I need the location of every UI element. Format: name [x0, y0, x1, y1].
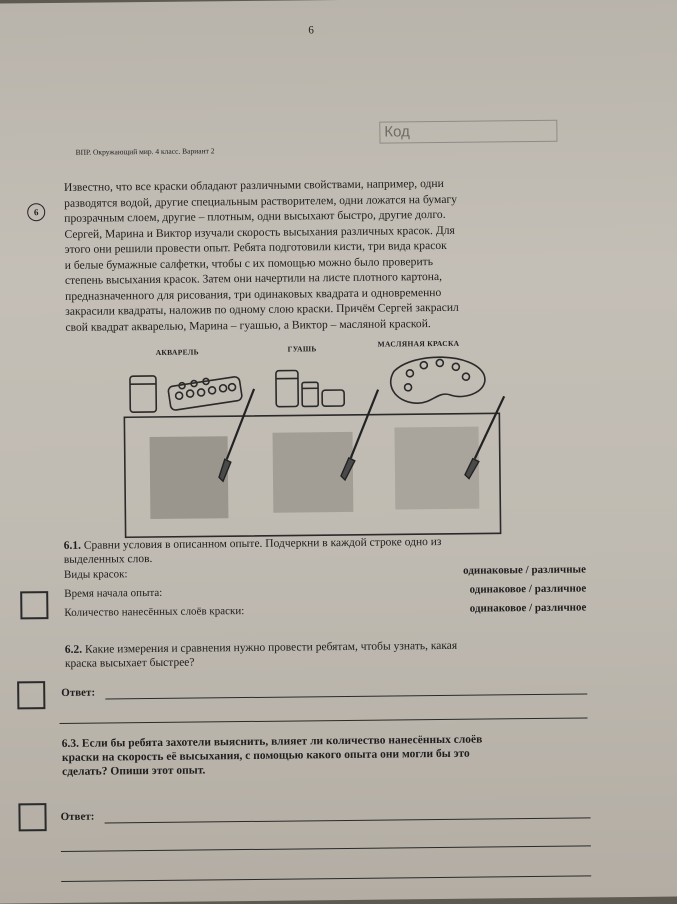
intro-text — [64, 175, 566, 335]
q62-number: 6.2. — [65, 644, 82, 656]
answer-box-6-1[interactable] — [20, 591, 48, 619]
intro-line: предназначенного для рисования, три одинаковых квадрата и одновременно — [65, 283, 565, 304]
row-options[interactable]: одинаковые / различные — [463, 563, 586, 576]
q61-text-2: выделенных слов. — [64, 547, 584, 566]
square-gouache — [273, 432, 354, 513]
intro-line: прозрачным слоем, другие – плотным, одни высыхают быстро, другие долго. — [64, 206, 564, 227]
water-jar-icon — [130, 376, 156, 412]
intro-line: свой квадрат акварелью, Марина – гуашью, а Виктор – масляной краской. — [65, 314, 565, 335]
q62-answer-label: Ответ: — [61, 687, 95, 699]
q61-text: Сравни условия в описанном опыте. Подчеркни в каждой строке одно из — [84, 536, 442, 552]
intro-line: и белые бумажные салфетки, чтобы с их помощью можно было проверить — [65, 252, 565, 273]
answer-box-6-3[interactable] — [18, 803, 46, 831]
q63-text: Если бы ребята захотели выяснить, влияет ли количество нанесённых слоёв — [82, 734, 483, 750]
answer-line[interactable] — [61, 845, 591, 852]
q63-number: 6.3. — [62, 738, 79, 750]
answer-line[interactable] — [60, 717, 588, 724]
square-oil — [394, 427, 479, 510]
kod-field[interactable]: Код — [379, 120, 557, 144]
row-label: Время начала опыта: — [64, 587, 162, 600]
table-row — [64, 601, 586, 625]
experiment-illustration — [114, 338, 516, 542]
question-number-badge: 6 — [27, 203, 45, 221]
q62-text-2: краска высыхает быстрее? — [65, 651, 585, 670]
question-6-2 — [65, 637, 585, 670]
answer-line[interactable] — [105, 693, 587, 699]
answer-box-6-2[interactable] — [17, 681, 45, 709]
label-watercolor: АКВАРЕЛЬ — [156, 347, 199, 356]
row-label: Виды красок: — [64, 568, 128, 581]
label-oil: МАСЛЯНАЯ КРАСКА — [378, 339, 460, 349]
label-gouache: ГУАШЬ — [288, 344, 317, 353]
intro-line: этого они решили провести опыт. Ребята подготовили кисти, три вида красок — [65, 237, 565, 258]
gouache-jar-icon — [276, 370, 344, 407]
intro-line: закрасили квадраты, наложив по одному слою краски. Причём Сергей закрасил — [65, 299, 565, 320]
intro-line: степень высыхания красок. Затем они начертили на листе плотного картона, — [65, 268, 565, 289]
page-number: 6 — [308, 24, 314, 36]
answer-line[interactable] — [105, 817, 591, 823]
oil-palette-icon — [390, 357, 485, 404]
page-header: ВПР. Окружающий мир. 4 класс. Вариант 2 — [76, 146, 215, 156]
row-options[interactable]: одинаковое / различное — [469, 582, 586, 595]
q63-text-3: сделать? Опиши этот опыт. — [62, 764, 205, 777]
answer-line[interactable] — [61, 875, 591, 882]
q61-rows — [64, 563, 587, 625]
q63-answer-label: Ответ: — [60, 811, 94, 823]
intro-line: разводятся водой, другие специальным растворителем, одни ложатся на бумагу — [64, 190, 564, 211]
q63-text-2: краски на скорость её высыхания, с помощью какого опыта они могли бы это — [62, 748, 470, 764]
question-6-1 — [64, 533, 584, 566]
q61-number: 6.1. — [64, 540, 81, 552]
square-watercolor — [150, 436, 229, 519]
q62-text: Какие измерения и сравнения нужно провести ребятам, чтобы узнать, какая — [85, 640, 457, 656]
watercolor-paintbox-icon — [168, 376, 243, 411]
row-options[interactable]: одинаковое / различное — [470, 601, 587, 614]
intro-line: Сергей, Марина и Виктор изучали скорость высыхания различных красок. Для — [64, 221, 564, 242]
intro-line: Известно, что все краски обладают различными свойствами, например, одни — [64, 175, 564, 196]
question-6-3 — [62, 731, 588, 779]
row-label: Количество нанесённых слоёв краски: — [64, 605, 244, 619]
